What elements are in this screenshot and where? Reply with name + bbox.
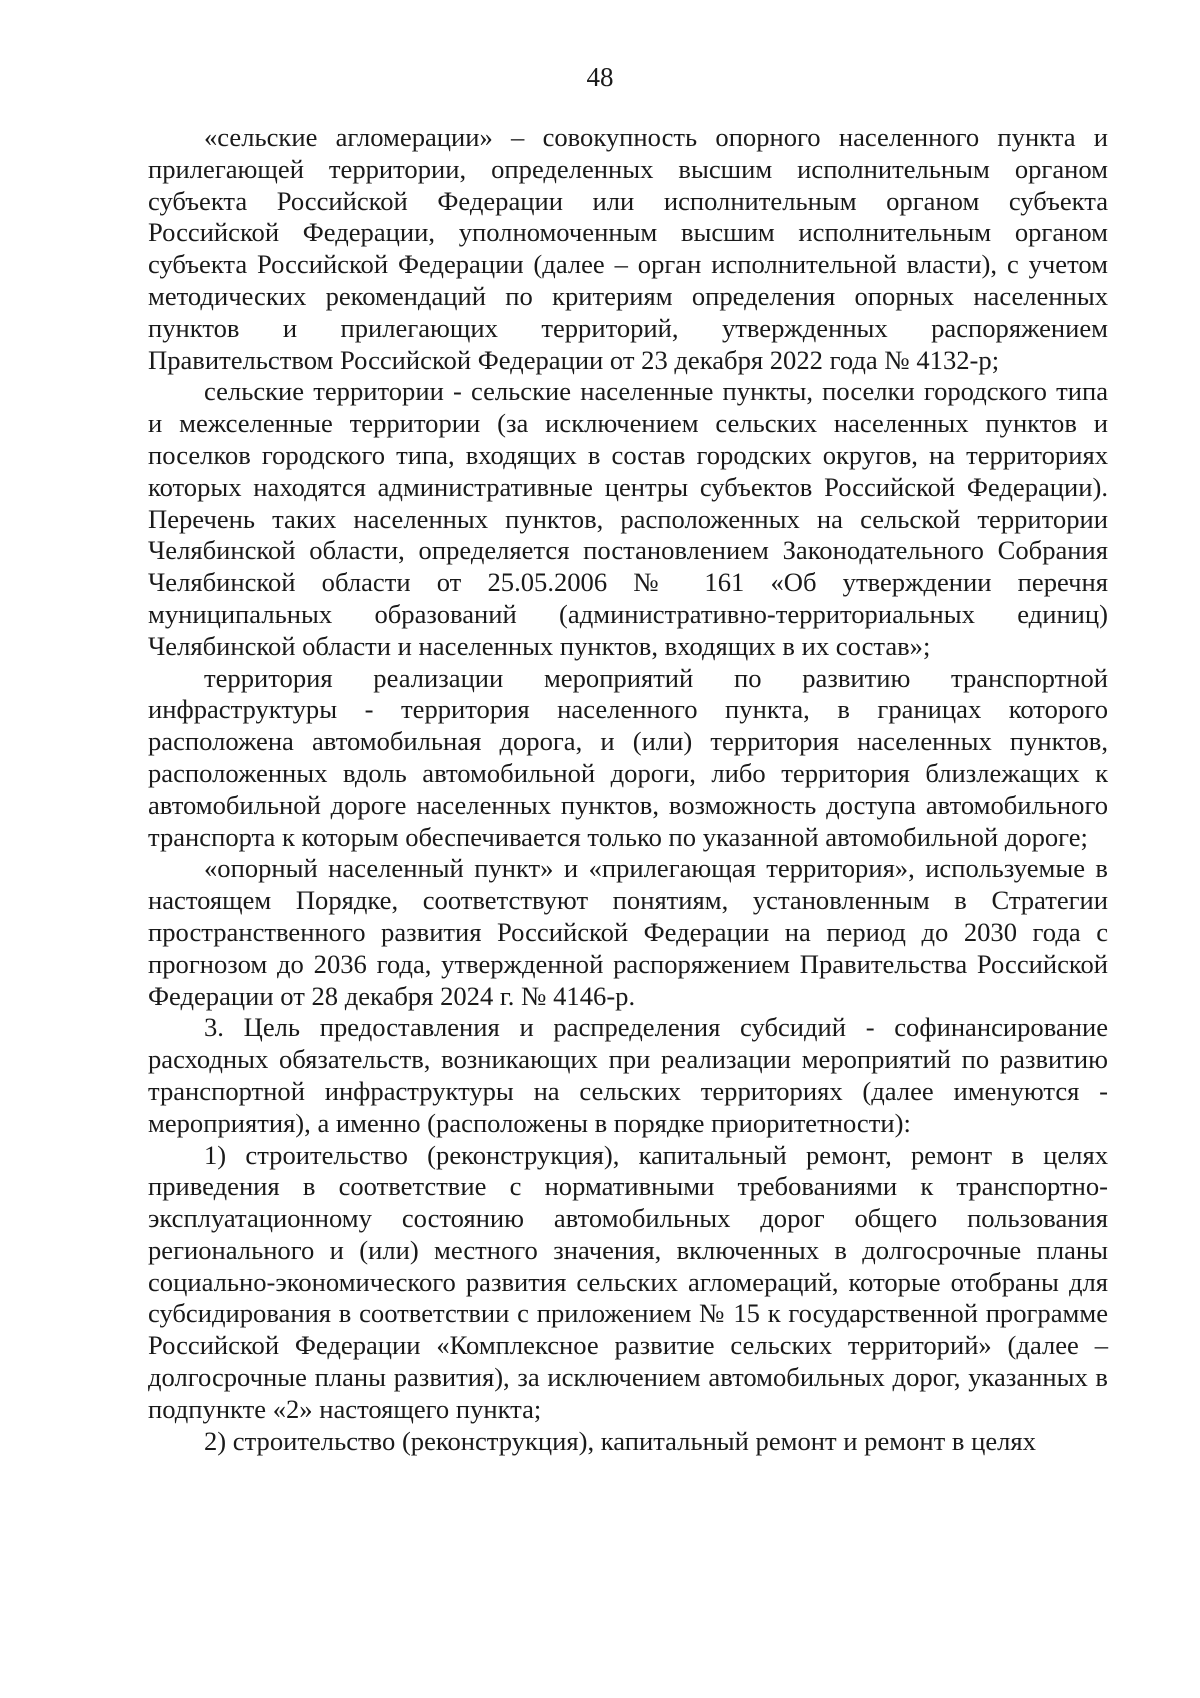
definition-support-settlement: «опорный населенный пункт» и «прилегающая территория», используемые в настоящем Порядке, соответствуют понятиям, установленным в Стратегии пространственного развития Российской Федерации на период до 2030 года с прогнозом до 2036 года, утвержденной распоряжением Правительства Российской Федерации от 28 декабря 2024 г. № 4146-р. bbox=[148, 853, 1108, 1011]
subclause-1: 1) строительство (реконструкция), капитальный ремонт, ремонт в целях приведения в соответствие с нормативными требованиями к транспортно-эксплуатационному состоянию автомобильных дорог общего пользования регионального и (или) местного значения, включенных в долгосрочные планы социально-экономического развития сельских агломераций, которые отобраны для субсидирования в соответствии с приложением № 15 к государственной программе Российской Федерации «Комплексное развитие сельских территорий» (далее – долгосрочные планы развития), за исключением автомобильных дорог, указанных в подпункте «2» настоящего пункта; bbox=[148, 1139, 1108, 1424]
definition-transport-territory: территория реализации мероприятий по развитию транспортной инфраструктуры - территория населенного пункта, в границах которого расположена автомобильная дорога, и (или) территория населенных пунктов, расположенных вдоль автомобильной дороги, либо территория близлежащих к автомобильной дороге населенных пунктов, возможность доступа автомобильного транспорта к которым обеспечивается только по указанной автомобильной дороге; bbox=[148, 662, 1108, 852]
definition-rural-territories: сельские территории - сельские населенные пункты, поселки городского типа и межселенные территории (за исключением сельских населенных пунктов и поселков городского типа, входящих в состав городских округов, на территориях которых находятся административные центры субъектов Российской Федерации). Перечень таких населенных пунктов, расположенных на сельской территории Челябинской области, определяется постановлением Законодательного Собрания Челябинской области от 25.05.2006 № 161 «Об утверждении перечня муниципальных образований (административно-территориальных единиц) Челябинской области и населенных пунктов, входящих в их состав»; bbox=[148, 376, 1108, 661]
definition-rural-agglomerations: «сельские агломерации» – совокупность опорного населенного пункта и прилегающей территории, определенных высшим исполнительным органом субъекта Российской Федерации или исполнительным органом субъекта Российской Федерации, уполномоченным высшим исполнительным органом субъекта Российской Федерации (далее – орган исполнительной власти), с учетом методических рекомендаций по критериям определения опорных населенных пунктов и прилегающих территорий, утвержденных распоряжением Правительством Российской Федерации от 23 декабря 2022 года № 4132-р; bbox=[148, 122, 1108, 375]
clause-3-subsidy-purpose: 3. Цель предоставления и распределения субсидий - софинансирование расходных обязательств, возникающих при реализации мероприятий по развитию транспортной инфраструктуры на сельских территориях (далее именуются - мероприятия), а именно (расположены в порядке приоритетности): bbox=[148, 1012, 1108, 1138]
page-number: 48 bbox=[586, 62, 614, 92]
document-body bbox=[148, 122, 1108, 1457]
subclause-2: 2) строительство (реконструкция), капитальный ремонт и ремонт в целях bbox=[204, 1425, 1036, 1456]
